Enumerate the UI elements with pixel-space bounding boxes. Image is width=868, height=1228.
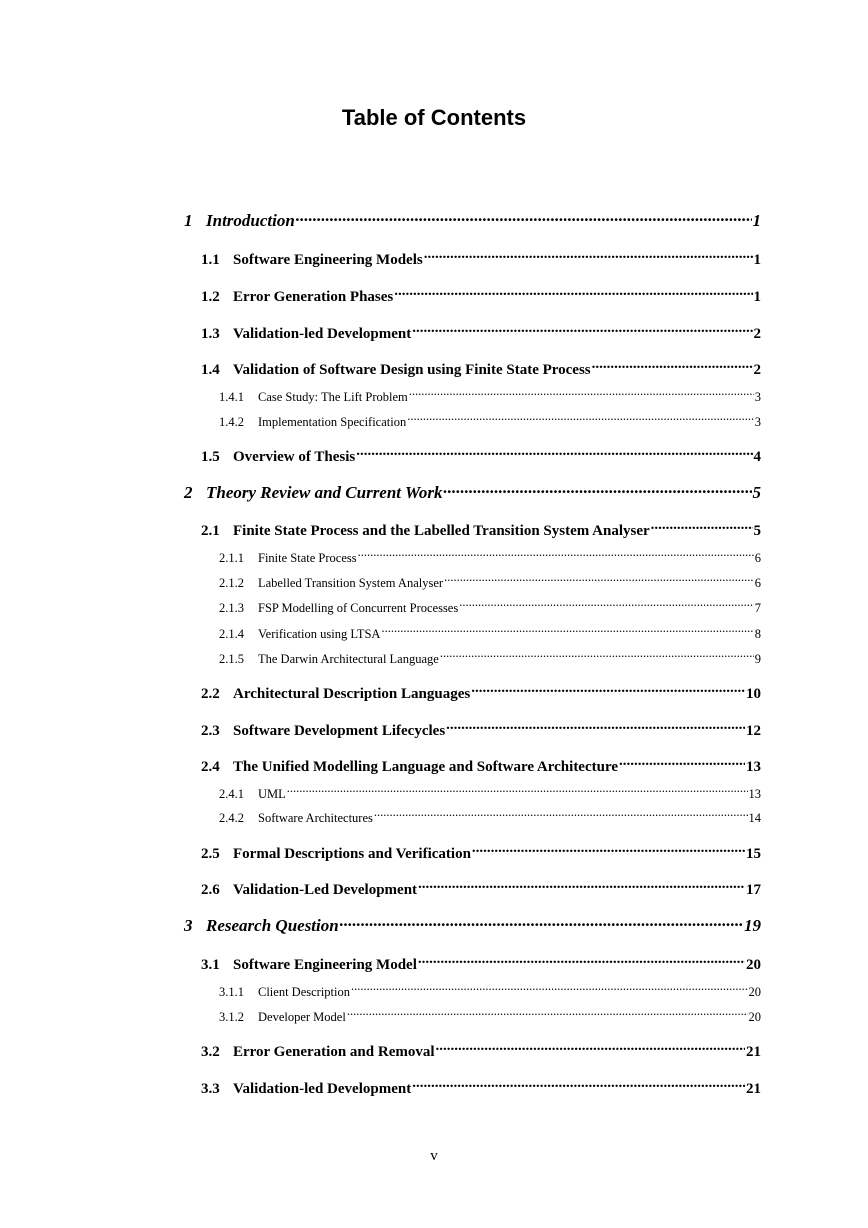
toc-entry-title: Validation of Software Design using Finite State Process xyxy=(233,362,591,378)
toc-entry-title: Formal Descriptions and Verification xyxy=(233,846,471,862)
toc-entry-title: Labelled Transition System Analyser xyxy=(258,576,444,590)
dot-leader xyxy=(351,976,748,996)
toc-entry-title: UML xyxy=(258,787,286,801)
toc-entry-title: Theory Review and Current Work xyxy=(206,483,443,502)
toc-entry-page: 1 xyxy=(753,289,761,305)
toc-entry-number: 1.1 xyxy=(201,252,220,268)
toc-entry-title: Software Engineering Model xyxy=(233,957,417,973)
dot-leader xyxy=(651,515,753,535)
toc-entry-level3[interactable] xyxy=(219,643,761,666)
toc-entry-number: 1.4.2 xyxy=(219,415,244,429)
toc-entry-title: The Darwin Architectural Language xyxy=(258,652,439,666)
toc-entry-title: Software Development Lifecycles xyxy=(233,723,446,739)
toc-entry-level2[interactable] xyxy=(201,515,761,539)
toc-entry-title: Validation-led Development xyxy=(233,326,412,342)
toc-entry-title: Validation-led Development xyxy=(233,1081,412,1097)
toc-entry-title: Case Study: The Lift Problem xyxy=(258,390,408,404)
toc-entry-level2[interactable] xyxy=(201,1036,761,1060)
dot-leader xyxy=(472,838,745,858)
toc-entry-number: 2.1.4 xyxy=(219,627,244,641)
toc-entry-level1[interactable] xyxy=(184,911,761,935)
toc-entry-level3[interactable] xyxy=(219,778,761,801)
toc-entry-level2[interactable] xyxy=(201,715,761,739)
toc-entry-number: 1.2 xyxy=(201,289,220,305)
toc-entry-number: 2.1 xyxy=(201,523,220,539)
toc-entry-number: 2.1.2 xyxy=(219,576,244,590)
toc-entry-number: 2.3 xyxy=(201,723,220,739)
toc-entry-page: 21 xyxy=(746,1081,761,1097)
toc-entry-number: 2.5 xyxy=(201,846,220,862)
dot-leader xyxy=(619,751,745,771)
dot-leader xyxy=(446,715,745,735)
dot-leader xyxy=(436,1036,745,1056)
toc-entry-number: 3.1.1 xyxy=(219,985,244,999)
toc-entry-number: 2.4.2 xyxy=(219,811,244,825)
toc-entry-page: 20 xyxy=(748,1010,761,1024)
toc-entry-level3[interactable] xyxy=(219,406,761,429)
toc-entry-number: 1.4 xyxy=(201,362,220,378)
toc-entry-number: 1 xyxy=(184,211,193,230)
toc-entry-title: Client Description xyxy=(258,985,350,999)
toc-entry-level3[interactable] xyxy=(219,1001,761,1024)
toc-entry-page: 1 xyxy=(752,211,761,230)
toc-entry-number: 3.2 xyxy=(201,1044,220,1060)
toc-entry-number: 3.1.2 xyxy=(219,1010,244,1024)
toc-entry-page: 6 xyxy=(754,576,761,590)
dot-leader xyxy=(424,244,753,264)
toc-entry-page: 10 xyxy=(746,686,761,702)
toc-entry-number: 3 xyxy=(184,916,193,935)
toc-entry-level3[interactable] xyxy=(219,381,761,404)
dot-leader xyxy=(412,318,752,338)
toc-entry-number: 1.3 xyxy=(201,326,220,342)
toc-entry-title: Finite State Process xyxy=(258,551,357,565)
toc-entry-title: Research Question xyxy=(206,916,339,935)
toc-entry-level2[interactable] xyxy=(201,751,761,775)
toc-entry-page: 2 xyxy=(753,326,761,342)
dot-leader xyxy=(407,406,754,426)
page-title: Table of Contents xyxy=(341,105,527,130)
dot-leader xyxy=(409,381,754,401)
toc-entry-number: 1.4.1 xyxy=(219,390,244,404)
dot-leader xyxy=(418,949,745,969)
toc-entry-title: Finite State Process and the Labelled Transition System Analyser xyxy=(233,523,650,539)
toc-entry-title: Verification using LTSA xyxy=(258,627,381,641)
dot-leader xyxy=(394,281,752,301)
toc-entry-page: 5 xyxy=(753,523,761,539)
dot-leader xyxy=(444,567,754,587)
page-number: v xyxy=(430,1148,438,1164)
toc-entry-page: 4 xyxy=(753,449,761,465)
toc-entry-level3[interactable] xyxy=(219,567,761,590)
toc-entry-number: 2.4 xyxy=(201,759,220,775)
toc-entry-title: Developer Model xyxy=(258,1010,346,1024)
dot-leader xyxy=(443,478,751,498)
dot-leader xyxy=(440,643,754,663)
toc-entry-page: 9 xyxy=(754,652,761,666)
toc-entry-page: 20 xyxy=(748,985,761,999)
toc-entry-level2[interactable] xyxy=(201,318,761,342)
toc-entry-title: The Unified Modelling Language and Software Architecture xyxy=(233,759,619,775)
toc-entry-title: Introduction xyxy=(206,211,295,230)
toc-entry-level2[interactable] xyxy=(201,678,761,702)
toc-entry-page: 3 xyxy=(754,415,761,429)
toc-entry-level1[interactable] xyxy=(184,206,761,230)
toc-entry-level3[interactable] xyxy=(219,592,761,615)
toc-entry-number: 1.5 xyxy=(201,449,220,465)
toc-entry-level3[interactable] xyxy=(219,976,761,999)
toc-entry-page: 17 xyxy=(746,882,761,898)
toc-entry-number: 2.2 xyxy=(201,686,220,702)
toc-entry-level2[interactable] xyxy=(201,838,761,862)
toc-entry-number: 2 xyxy=(184,483,193,502)
toc-entry-level3[interactable] xyxy=(219,542,761,565)
dot-leader xyxy=(347,1001,748,1021)
dot-leader xyxy=(296,206,752,226)
toc-entry-level2[interactable] xyxy=(201,1073,761,1097)
dot-leader xyxy=(356,441,752,461)
toc-entry-title: Validation-Led Development xyxy=(233,882,418,898)
dot-leader xyxy=(471,678,745,698)
dot-leader xyxy=(459,592,754,612)
dot-leader xyxy=(412,1073,745,1093)
toc-entry-page: 12 xyxy=(746,723,761,739)
toc-entry-number: 2.6 xyxy=(201,882,220,898)
toc-entry-level3[interactable] xyxy=(219,802,761,825)
toc-entry-number: 2.4.1 xyxy=(219,787,244,801)
toc-entry-page: 5 xyxy=(752,483,761,502)
toc-entry-title: Implementation Specification xyxy=(258,415,407,429)
toc-entry-number: 2.1.3 xyxy=(219,601,244,615)
toc-entry-page: 15 xyxy=(746,846,761,862)
toc-entry-level2[interactable] xyxy=(201,441,761,465)
toc-entry-page: 8 xyxy=(754,627,761,641)
toc-entry-page: 21 xyxy=(746,1044,761,1060)
dot-leader xyxy=(374,802,748,822)
dot-leader xyxy=(592,354,753,374)
toc-entry-number: 2.1.5 xyxy=(219,652,244,666)
toc-entry-title: Error Generation Phases xyxy=(233,289,394,305)
toc-entry-level1[interactable] xyxy=(184,478,761,502)
toc-entry-title: Software Engineering Models xyxy=(233,252,423,268)
toc-entry-title: Software Architectures xyxy=(258,811,373,825)
dot-leader xyxy=(358,542,754,562)
toc-entry-number: 2.1.1 xyxy=(219,551,244,565)
toc-entry-level2[interactable] xyxy=(201,281,761,305)
toc-entry-title: FSP Modelling of Concurrent Processes xyxy=(258,601,459,615)
toc-entry-title: Error Generation and Removal xyxy=(233,1044,435,1060)
toc-entry-page: 13 xyxy=(748,787,761,801)
toc-entry-page: 1 xyxy=(753,252,761,268)
toc-entry-page: 6 xyxy=(754,551,761,565)
toc-entry-page: 20 xyxy=(746,957,761,973)
toc-entry-level2[interactable] xyxy=(201,949,761,973)
toc-entry-number: 3.1 xyxy=(201,957,220,973)
toc-entry-level3[interactable] xyxy=(219,618,761,641)
toc-entry-title: Overview of Thesis xyxy=(233,449,356,465)
dot-leader xyxy=(381,618,753,638)
dot-leader xyxy=(340,911,743,931)
toc-entry-level2[interactable] xyxy=(201,874,761,898)
toc-entry-level2[interactable] xyxy=(201,354,761,378)
toc-entry-page: 14 xyxy=(748,811,761,825)
toc-entry-page: 13 xyxy=(746,759,761,775)
toc-entry-title: Architectural Description Languages xyxy=(233,686,471,702)
toc-entry-page: 7 xyxy=(754,601,761,615)
dot-leader xyxy=(287,778,748,798)
dot-leader xyxy=(418,874,745,894)
toc-entry-page: 3 xyxy=(754,390,761,404)
toc-entry-number: 3.3 xyxy=(201,1081,220,1097)
toc-entry-level2[interactable] xyxy=(201,244,761,268)
toc-entry-page: 19 xyxy=(744,916,761,935)
toc-entry-page: 2 xyxy=(753,362,761,378)
